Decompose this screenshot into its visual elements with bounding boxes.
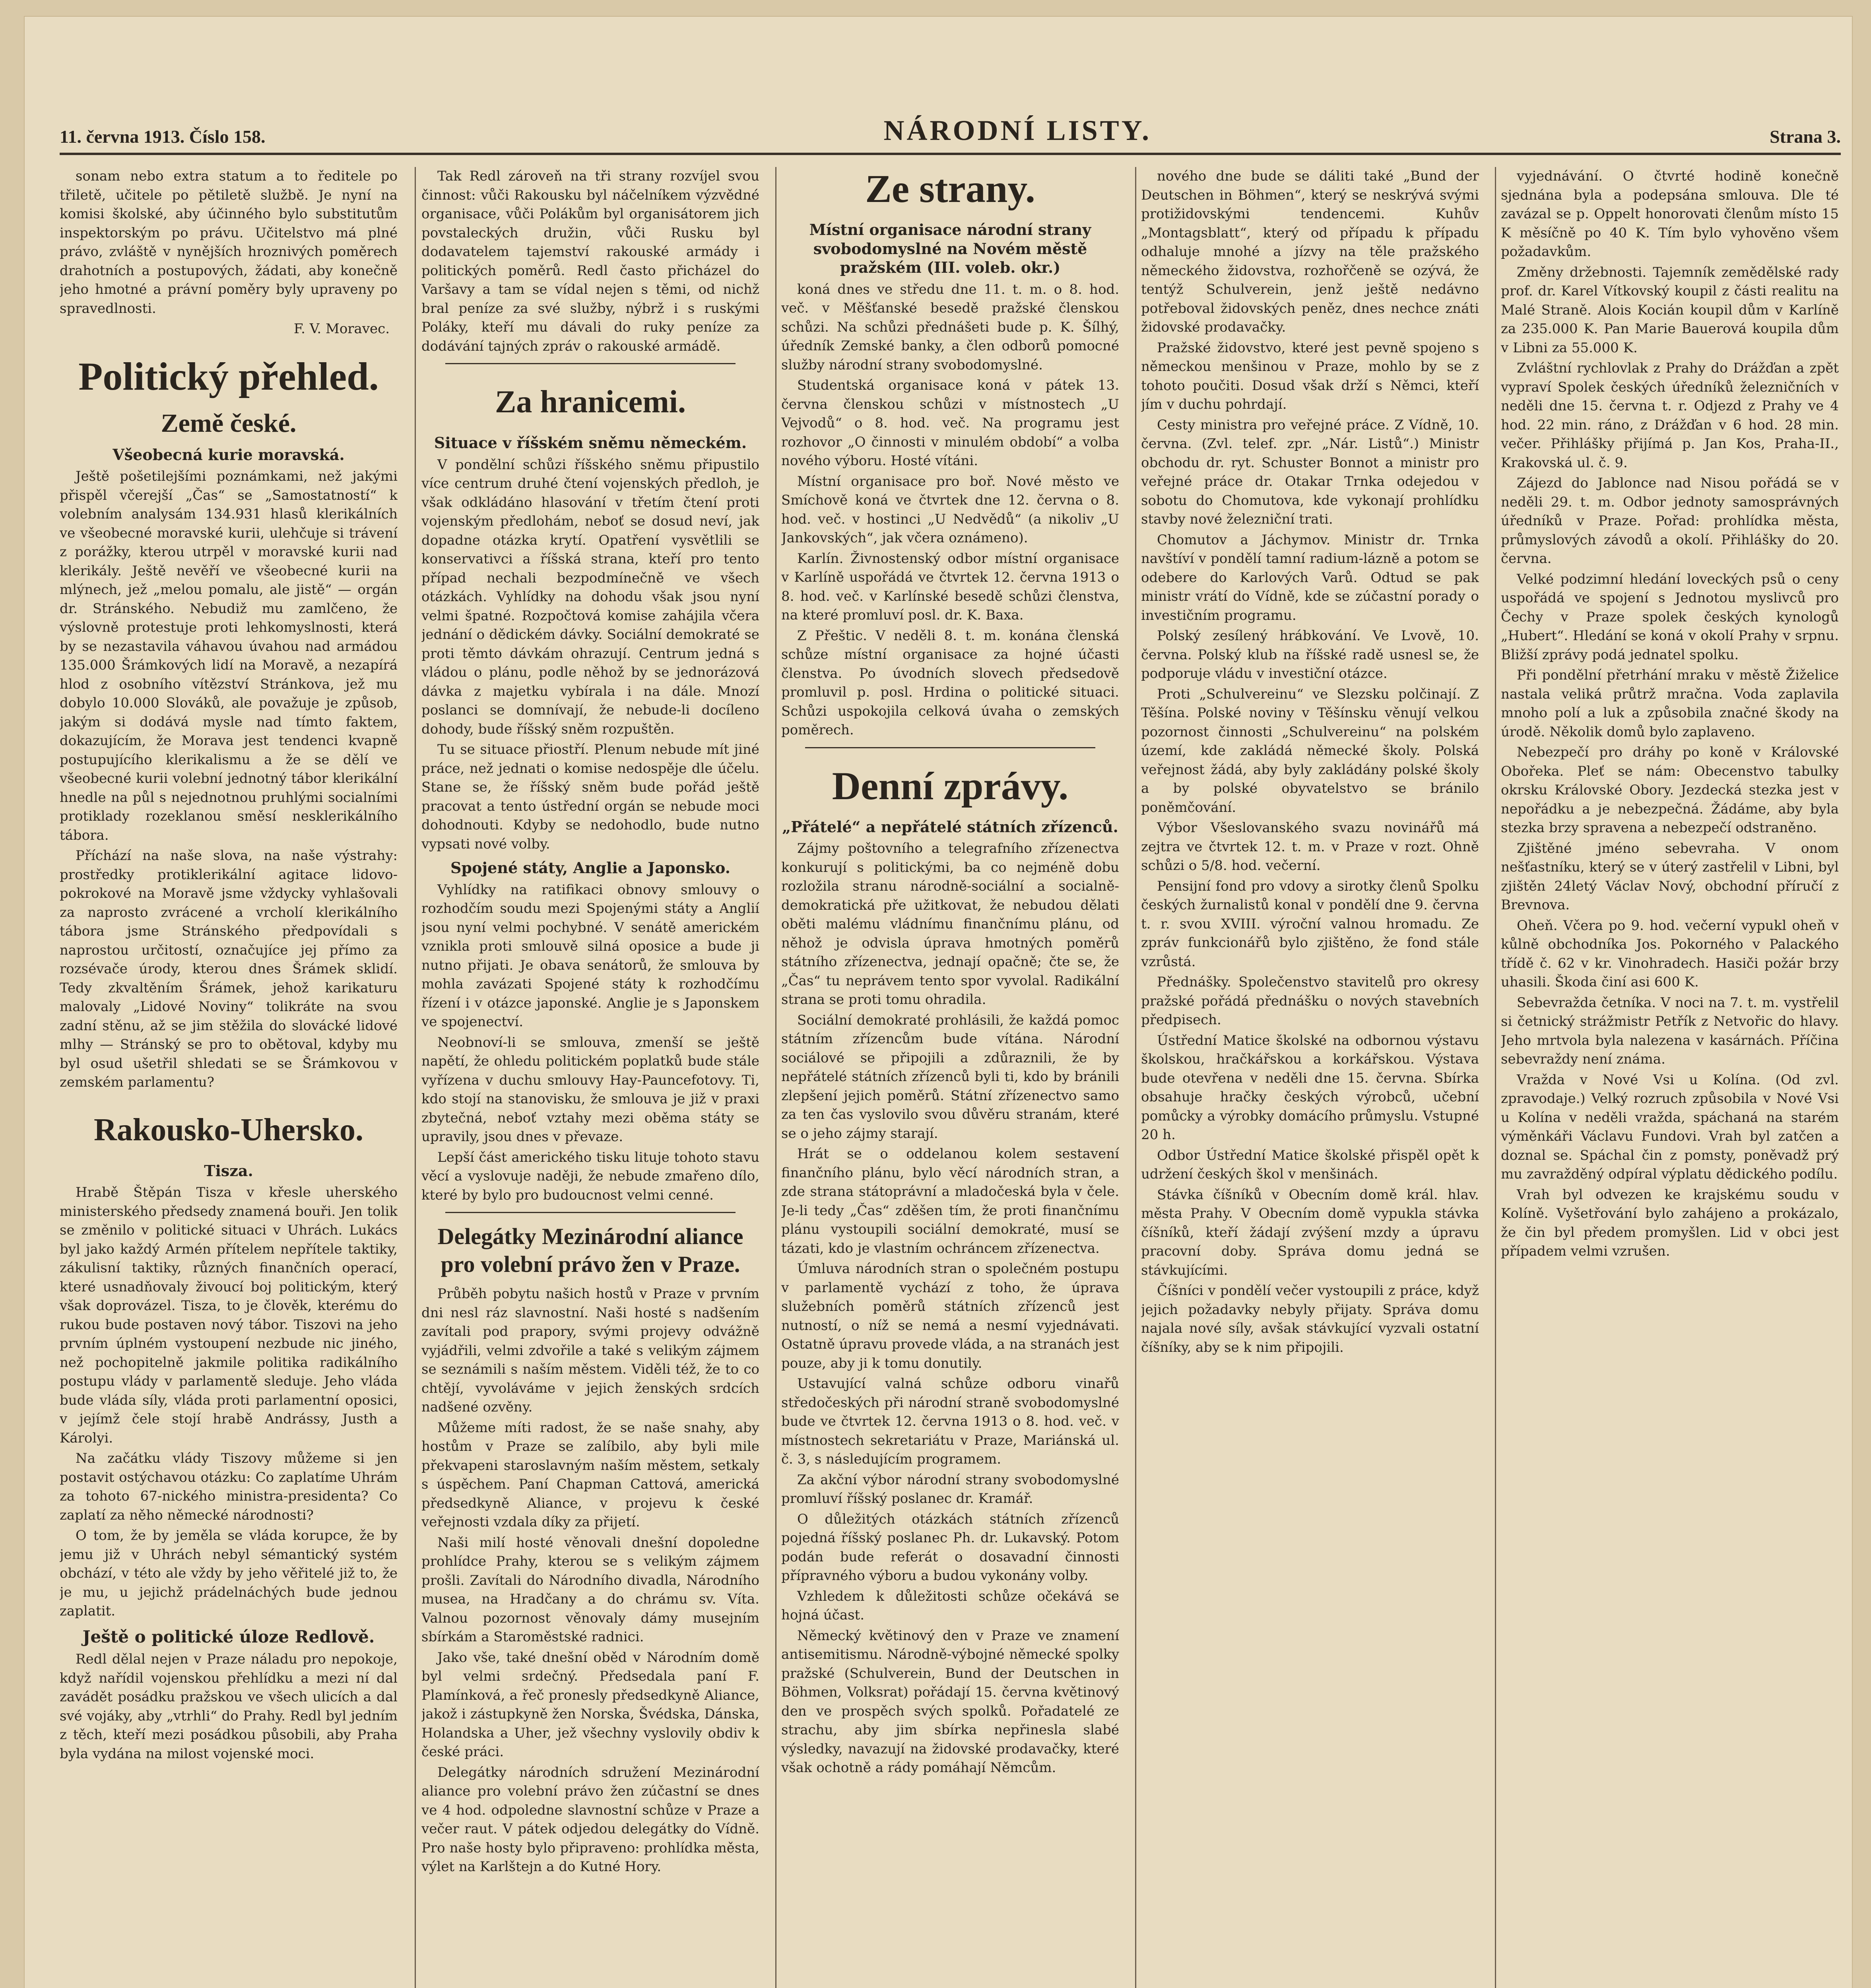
author-signature: F. V. Moravec. (293, 321, 390, 337)
masthead-title: NÁRODNÍ LISTY. (883, 115, 1152, 146)
article-text: vyjednávání. O čtvrté hodině konečně sjednána byla a podepsána smlouva. Dle té zavázal se p. Oppelt honorovati členům místo 15 K měsíčně po 40 K. Tím bylo vyhověno všem požadavkům. (1501, 168, 1839, 260)
article-text: sonam nebo extra statum a to ředitele po třiletě, učitele po pětiletě službě. Je nyní na komisi školské, aby účinného bylo substitutům inspektorským po právu. Učitelstvo má plné právo, zvláště v nynějších hroznivých poměrech drahotních a postupových, žádati, aby konečně jeho hmotné a právní poměry byly upraveny po spravedlnosti. (60, 168, 398, 316)
article-text: Z Přeštic. V neděli 8. t. m. konána členská schůze místní organisace za hojné účasti členstva. Po úvodních slovech předsedově promluvil p. posl. Hrdina o politické situaci. Schůzi uspokojila celková úvaha o zemských poměrech. (781, 627, 1119, 738)
article-heading: „Přátelé“ a nepřátelé státních zřízenců. (782, 817, 1118, 836)
article-text: Zjištěné jméno sebevraha. V onom nešťastníku, který se v úterý zastřelil v Libni, byl zjištěn 24letý Václav Nový, obchodní příručí z Brevnova. (1501, 840, 1839, 913)
article-text: Chomutov a Jáchymov. Ministr dr. Trnka navštíví v pondělí tamní radium-lázně a potom se odebere do Karlových Varů. Odtud se pak ministr vrátí do Vídně, kde se zúčastní porady o investičním programu. (1141, 532, 1479, 623)
column-3 (781, 167, 1119, 1988)
article-text: nového dne bude se dáliti také „Bund der Deutschen in Böhmen“, který se neskrývá svými protižidovskými tendencemi. Kuhův „Montagsblatt“, který od případu k případu odhaluje mnohé a jízvy na těle pražského německého židovstva, rozhořčeně se ozývá, že tentýž Schulverein, jenž ještě nedávno potřeboval židovských peněz, dnes nechce znáti židovské prodavačky. (1141, 168, 1479, 335)
article-text: Oheň. Včera po 9. hod. večerní vypukl oheň v kůlně obchodníka Jos. Pokorného v Palackého třídě č. 62 v kr. Vinohradech. Hasiči požár brzy uhasili. Škoda činí asi 600 K. (1501, 917, 1839, 990)
article-text: O důležitých otázkách státních zřízenců pojedná říšský poslanec Ph. dr. Lukavský. Potom podán bude referát o dosavadní činnosti přípravného výboru a budou vykonány volby. (781, 1511, 1119, 1584)
article-text: Karlín. Živnostenský odbor místní organisace v Karlíně uspořádá ve čtvrtek 12. června 1913 o 8. hod. več. v Karlínské besedě schůzi členstva, na které promluví posl. dr. K. Baxa. (781, 550, 1119, 623)
separator (445, 1212, 736, 1213)
article-heading: Všeobecná kurie moravská. (113, 445, 345, 464)
column-1 (60, 167, 398, 1988)
article-text: Změny držebnosti. Tajemník zemědělské rady prof. dr. Karel Vítkovský koupil z části realitu na Malé Straně. Alois Kocián koupil dům v Karlíně za 235.000 K. Pan Marie Bauerová koupila dům v Libni za 55.000 K. (1501, 264, 1839, 356)
subsection-heading: Země české. (161, 408, 297, 438)
article-text: koná dnes ve středu dne 11. t. m. o 8. hod. več. v Měšťanské besedě pražské členskou schůzi. Na schůzi přednášeti bude p. K. Šílhý, úředník Zemské banky, a člen odborů pomocné služby národní strany svobodomyslné. (781, 281, 1119, 373)
column-rule (1135, 167, 1136, 1988)
article-text: Úmluva národních stran o společném postupu v parlamentě vychází z toho, že úprava služebních poměrů státních zřízenců jest nutností, o níž se nemá a nesmí vyjednávati. Ostatně úpravu provede vláda, a na stranách jest pouze, aby ji k tomu donutily. (781, 1261, 1119, 1371)
article-text: Při pondělní přetrhání mraku v městě Žiželice nastala veliká průtrž mračna. Voda zaplavila mnoho polí a luk a způsobila značné škody na úrodě. Několik domů bylo zaplaveno. (1501, 667, 1839, 740)
article-text: Proti „Schulvereinu“ ve Slezsku polčinají. Z Těšína. Polské noviny v Těšínsku věnují velkou pozornost činnosti „Schulvereinu“ na polském území, kde zakládá německé školy. Polská veřejnost žádá, aby byly zakládány polské školy a by polské obyvatelstvo se bránilo poněmčování. (1141, 686, 1479, 815)
article-text: Hrabě Štěpán Tisza v křesle uherského ministerského předsedy znamená bouři. Jen tolik se změnilo v politické situaci v Uhrách. Lukács byl jako každý Armén přítelem nepřítele taktiky, zákulisní taktiky, různých finančních operací, které usnadňovaly živoucí boj politickým, který však doprovázel. Tisza, to je člověk, kterému do rukou bude postaven nový tábor. Tiszovi na jeho prvním úplném vystoupení nezbude nic jiného, než pochopitelně jakmile politika radikálního postupu vlády v parlamentě sleduje. Jeho vláda bude vláda síly, vláda proti parlamentní oposici, v jejímž čele stojí hrabě Andrássy, Justh a Károlyi. (60, 1184, 398, 1446)
column-2 (421, 167, 759, 1988)
section-heading: Rakousko-Uhersko. (94, 1112, 363, 1147)
article-text: Místní organisace pro boř. Nové město ve Smíchově koná ve čtvrtek dne 12. června o 8. hod. več. v hostinci „U Nedvědů“ (a nikoliv „U Jankovských“, jak včera oznámeno). (781, 473, 1119, 546)
article-text: Lepší část amerického tisku lituje tohoto stavu věcí a vyslovuje naději, že nebude zmařeno dílo, které by bylo pro budoucnost velmi cenné. (421, 1149, 759, 1203)
columns (60, 167, 1841, 1988)
article-text: Odbor Ústřední Matice školské přispěl opět k udržení českých škol v menšinách. (1141, 1147, 1479, 1182)
article-text: Studentská organisace koná v pátek 13. června členskou schůzi v místnostech „U Vejvodů“ o 8. hod. več. Na programu jest rozhovor „O činnosti v minulém období“ a volba nového výboru. Hosté vítáni. (781, 377, 1119, 469)
section-heading: Za hranicemi. (495, 384, 686, 419)
column-4 (1141, 167, 1479, 1988)
running-head (60, 99, 1841, 155)
article-text: Průběh pobytu našich hostů v Praze v prvním dni nesl ráz slavnostní. Naši hosté s nadšením zavítali pod prapory, svými projevy odvážně vyjádřili, velmi zdvořile a také s velikým zájmem se seznámili s naším městem. Viděli též, že to co chtějí, vyvoláváme v jejich ženských srdcích nadšené ozvěny. (421, 1286, 759, 1415)
article-text: Neobnoví-li se smlouva, zmenší se ještě napětí, že ohledu politickém poplatků bude stále vyřízena v duchu smlouvy Hay-Pauncefotovy. Ti, kdo stojí na stanovisku, že smlouva je již v praxi zbytečná, neboť vztahy mezi oběma státy se upravily, jsou dnes v převaze. (421, 1034, 759, 1145)
article-text: Zvláštní rychlovlak z Prahy do Drážďan a zpět vypraví Spolek českých úředníků železničních v neděli dne 15. června t. r. Odjezd z Prahy ve 4 hod. 22 min. ráno, z Drážďan v 6 hod. 28 min. večer. Přihlášky přijímá p. Jan Kos, Praha-II., Krakovská ul. č. 9. (1501, 360, 1839, 471)
article-text: V pondělní schůzi říšského sněmu připustilo více centrum druhé čtení vojenských předloh, je však odkládáno hlasování v třetím čtení proti vojenským předlohám, neboť se dosud neví, jak dopadne otázka krytí. Opatření vysvětlili se konservativci a říšská strana, kteří pro tento případ nechali bezpodmínečně ve všech otázkách. Vyhlídky na dohodu však jsou nyní velmi špatné. Rozpočtová komise zahájila včera jednání o dědickém dávky. Sociální demokraté se proti těmto dávkám ohrazují. Centrum jedná s vládou o plánu, podle něhož by se jednorázová dávka z majetku vybírala i na dále. Mnozí poslanci se domnívají, že nebude-li docíleno dohody, bude říšský sněm rozpuštěn. (421, 456, 759, 737)
article-text: Ústřední Matice školské na odbornou výstavu školskou, hračkářskou a korkářskou. Výstava bude otevřena v neděli dne 15. června. Sbírka obsahuje hračky českých výrobců, učební pomůcky a výrobky domácího průmyslu. Vstupné 20 h. (1141, 1032, 1479, 1143)
newspaper-page (24, 16, 1853, 1988)
article-text: Velké podzimní hledání loveckých psů o ceny uspořádá ve spojení s Jednotou myslivců pro Čechy v Praze spolek českých kynologů „Hubert“. Hledání se koná v okolí Prahy v srpnu. Bližší zprávy podá jednatel spolku. (1501, 571, 1839, 663)
article-heading: Situace v říšském sněmu německém. (434, 434, 747, 452)
article-text: Hrát se o oddelanou kolem sestavení finančního plánu, bylo věcí národních stran, a zde strana státoprávní a mladočeská byla v čele. Je-li tedy „Čas“ zděšen tím, že proti finančnímu plánu vystoupili sociální demokraté, musí se tázati, kdo je vlastním ochráncem zřízenectva. (781, 1146, 1119, 1256)
article-text: Ustavující valná schůze odboru vinařů středočeských při národní straně svobodomyslné bude ve čtvrtek 12. června 1913 o 8. hod. več. v místnostech sekretariátu v Praze, Mariánská ul. č. 3, s následujícím programem. (781, 1376, 1119, 1467)
section-heading: Ze strany. (865, 167, 1035, 211)
article-text: Německý květinový den v Praze ve znamení antisemitismu. Národně-výbojné německé spolky pražské (Schulverein, Bund der Deutschen in Böhmen, Volksrat) pořádají 15. června květinový den ve prospěch svých spolků. Pořadatelé ze strachu, aby jim sbírka nepřinesla slabé výsledky, navazují na židovské prodavačky, které však ochotně a rády pomáhají Němcům. (781, 1627, 1119, 1776)
issue-date: 11. června 1913. Číslo 158. (60, 126, 266, 147)
article-text: Příchází na naše slova, na naše výstrahy: prostředky protiklerikální agitace lidovo-pokrokové na Moravě jsme vždycky vyhlašovali za naprosto zvrácené a vrcholí klerikálního tábora jsme Stránského předpovídali s naprostou určitostí, označujíce jej přímo za rozsévače úrody, kterou dnes Šrámek sklidí. Tedy zkvaltěním Šrámek, jehož karikaturu malovaly „Lidové Noviny“ tolikráte na svou zadní stěnu, až se jim stěžila do slovácké lidové mlhy — Stránský se pro to obětoval, kdyby mu byl osud ušetřil shledati se se Šrámkovou v zemském parlamentu? (60, 848, 398, 1090)
article-text: Cesty ministra pro veřejné práce. Z Vídně, 10. června. (Zvl. telef. zpr. „Nár. Listů“.) Ministr obchodu dr. ryt. Schuster Bonnot a ministr pro veřejné práce dr. Otakar Trnka odejedou v sobotu do Chomutova, kde vykonají prohlídku stavby nové železniční trati. (1141, 417, 1479, 527)
article-text: Stávka číšníků v Obecním domě král. hlav. města Prahy. V Obecním domě vypukla stávka číšníků, kteří žádají zvýšení mzdy a úpravu pracovní doby. Správa domu jedná se stávkujícími. (1141, 1186, 1479, 1278)
article-text: Výbor Všeslovanského svazu novinářů má zejtra ve čtvrtek 12. t. m. v Praze v rozt. Ohně schůzi o 5/8. hod. večerní. (1141, 820, 1479, 874)
article-text: Polský zesílený hrábkování. Ve Lvově, 10. června. Polský klub na říšské radě usnesl se, že podporuje vládu v investiční otázce. (1141, 628, 1479, 681)
article-heading: Delegátky Mezinárodní aliance pro volební právo žen v Praze. (437, 1223, 743, 1277)
article-text: Pražské židovstvo, které jest pevně spojeno s německou menšinou v Praze, mohlo by se z tohoto poučiti. Dosud však drží s Němci, kteří jím v duchu pohrdají. (1141, 340, 1479, 412)
article-text: Vrah byl odvezen ke krajskému soudu v Kolíně. Vyšetřování bylo zahájeno a prokázalo, že čin byl předem promyšlen. Lid v obci jest případem velmi vzrušen. (1501, 1186, 1839, 1259)
article-text: Sebevražda četníka. V noci na 7. t. m. vystřelil si četnický strážmistr Petřík z Netvořic do hlavy. Jeho mrtvola byla nalezena v kasárnách. Příčina sebevraždy není známa. (1501, 994, 1839, 1067)
article-heading: Ještě o politické úloze Redlově. (82, 1627, 375, 1646)
column-5 (1501, 167, 1839, 1988)
article-heading: Tisza. (204, 1161, 253, 1180)
separator (805, 747, 1095, 748)
article-text: Ještě pošetilejšími poznámkami, než jakými přispěl včerejší „Čas“ se „Samostatností“ k volebním analysám 134.931 hlasů klerikálních ve všeobecné moravské kurii, ulehčuje si trávení z porážky, kterou utrpěl v moravské kurii nad klerikály. Ještě nevěří ve všeobecné kurii na mlýnech, jež „melou pomalu, ale jistě“ — orgán dr. Stránského. Nebudiž mu zamlčeno, že výslovně protestuje proti lehkomyslnosti, která by se nezastavila váhavou úvahou nad armádou 135.000 Šrámkových lidí na Moravě, a nezapírá hlod z osobního vítězství Stránkova, jež mu dobylo 10.000 Slováků, ale považuje je způsob, jakým si dodává mysle nad tímto faktem, dokazujícím, že Morava jest tendenci kvapně postupujícího klerikalismu a že se dělí ve všeobecné kurii volební jednotný tábor klerikální hnedle na půl s nejednotnou pruhlými socialními protiklady rozeklanou směsí nesklerikálního tábora. (60, 468, 398, 843)
article-text: Pensijní fond pro vdovy a sirotky členů Spolku českých žurnalistů konal v pondělí dne 9. června t. r. svou XVIII. výroční valnou hromadu. Ze zpráv funkcionářů bylo zjištěno, že fond stále vzrůstá. (1141, 878, 1479, 970)
column-rule (775, 167, 776, 1988)
article-heading: Spojené státy, Anglie a Japonsko. (450, 859, 730, 877)
section-heading: Denní zprávy. (832, 763, 1069, 808)
article-text: Na začátku vlády Tiszovy můžeme si jen postavit ostýchavou otázku: Co zaplatíme Uhrám za tohoto 67-nického ministra-presidenta? Co zaplatí za něho německé národnosti? (60, 1450, 398, 1523)
article-text: Přednášky. Společenstvo stavitelů pro okresy pražské pořádá přednášku o nových stavebních předpisech. (1141, 974, 1479, 1028)
article-text: Zájmy poštovního a telegrafního zřízenectva konkurují s politickými, ba co nejméně dobu rozložila stranu národně-sociální a socialně-demokratická pře užitkovat, že nebudou dělati oběti malému vládnímu finančnímu plánu, od něhož je odvisla úprava hmotných poměrů státního zřízenectva, jednají opačně; čte se, že „Čas“ tu neprávem tento spor vyvolal. Radikální strana se proti tomu ohradila. (781, 841, 1119, 1008)
article-heading: Místní organisace národní strany svobodomyslné na Novém městě pražském (III. voleb. okr.) (809, 221, 1091, 276)
section-heading: Politický přehled. (78, 354, 379, 398)
article-text: Za akční výbor národní strany svobodomyslné promluví říšský poslanec dr. Kramář. (781, 1472, 1119, 1507)
article-text: Nebezpečí pro dráhy po koně v Královské Obořeka. Pleť se nám: Obecenstvo tabulky okrsku Královské Obory. Jezdecká stezka jest v nepořádku a je nebezpečná. Žádáme, aby byla stezka brzy spravena a nebezpečí odstraněno. (1501, 744, 1839, 836)
article-text: Jako vše, také dnešní oběd v Národním domě byl velmi srdečný. Předsedala paní F. Plamínková, a řeč pronesly předsedkyně Aliance, jakož i zástupkyně žen Norska, Švédska, Dánska, Holandska a Uher, jež všechny vyslovily obdiv k české práci. (421, 1649, 759, 1760)
article-text: O tom, že by jeměla se vláda korupce, že by jemu již v Uhrách nebyl sémantický systém obchází, v této ale vždy by jeho věřitelé již to, že je mu, u jejichž prádelnáchých bude jednou zaplatit. (60, 1528, 398, 1619)
article-text: Můžeme míti radost, že se naše snahy, aby hostům v Praze se zalíbilo, aby byli mile překvapeni staroslavným naším městem, setkaly s úspěchem. Paní Chapman Cattová, americká předsedkyně Aliance, v projevu k české veřejnosti vzdala díky za přijetí. (421, 1419, 759, 1530)
article-text: Tak Redl zároveň na tři strany rozvíjel svou činnost: vůči Rakousku byl náčelníkem výzvědné organisace, vůči Polákům byl organisátorem jich povstaleckých družin, vůči Rusku byl dodavatelem tajemství rakouské armády i politických poměrů. Redl často přicházel do Varšavy a tam se vídal nejen s těmi, od nichž bral peníze za své služby, nýbrž i s ruskými Poláky, kteří mu dávali do ruky peníze za dodávání tajných zpráv o rakouské armádě. (421, 168, 759, 354)
separator (445, 363, 736, 364)
article-text: Naši milí hosté věnovali dnešní dopoledne prohlídce Prahy, kterou se s velikým zájmem prošli. Zavítali do Národního divadla, Národního musea, na Hradčany a do chrámu sv. Víta. Valnou pozornost věnovaly dámy musejním sbírkám a Staroměstské radnici. (421, 1534, 759, 1645)
article-text: Sociální demokraté prohlásili, že každá pomoc státním zřízencům bude vítána. Národní sociálové se připojili a zdůraznili, že by nepřátelé státních zřízenců byli ti, kdo by bránili zlepšení jejich poměrů. Státní zřízenectvo samo za ten čas vyslovilo svou důvěru stranám, které se o jeho zájmy starají. (781, 1012, 1119, 1142)
article-text: Vyhlídky na ratifikaci obnovy smlouvy o rozhodčím soudu mezi Spojenými státy a Anglií jsou nyní velmi pochybné. V senátě americkém vznikla proti smlouvě silná oposice a bude ji nutno přijati. Je obava senátorů, že smlouva by mohla zavázati Spojené státy k rozhodčímu řízení i v otázce japonské. Anglie je s Japonskem ve spojenectví. (421, 881, 759, 1030)
column-rule (415, 167, 416, 1988)
article-text: Číšníci v pondělí večer vystoupili z práce, když jejich požadavky nebyly přijaty. Správa domu najala nové síly, avšak stávkující vyzvali ostatní číšníky, aby se k nim připojili. (1141, 1283, 1479, 1355)
article-text: Redl dělal nejen v Praze náladu pro nepokoje, když nařídil vojenskou přehlídku a mezi ní dal zavádět posádku pražskou ve všech ulicích a dal své vojáky, aby „vtrhli“ do Prahy. Redl byl jedním z těch, kteří mezi posádkou působili, aby Praha byla vydána na milost vojenské moci. (60, 1651, 398, 1762)
column-rule (1495, 167, 1496, 1988)
article-text: Zájezd do Jablonce nad Nisou pořádá se v neděli 29. t. m. Odbor jednoty samosprávných úředníků v Praze. Pořad: prohlídka města, průmyslových závodů a okolí. Přihlášky do 20. června. (1501, 475, 1839, 567)
page-number: Strana 3. (1770, 126, 1841, 147)
article-text: Vražda v Nové Vsi u Kolína. (Od zvl. zpravodaje.) Velký rozruch způsobila v Nové Vsi u Kolína v neděli vražda, spáchaná na starém výměnkáři Václavu Fundovi. Vrah byl zatčen a doznal se. Spáchal čin z pomsty, poněvadž prý mu zavražděný odpíral výplatu dědického podílu. (1501, 1072, 1839, 1182)
article-text: Tu se situace přiostří. Plenum nebude mít jiné práce, než jednati o komise nedospěje dle účelu. Stane se, že říšský sněm bude pořád ještě pracovat a tento ústřední orgán se nebude moci dohodnouti. Kdyby se nedohodlo, bude nutno vypsati nové volby. (421, 742, 759, 852)
article-text: Vzhledem k důležitosti schůze očekává se hojná účast. (781, 1588, 1119, 1623)
article-text: Delegátky národních sdružení Mezinárodní aliance pro volební právo žen zúčastní se dnes ve 4 hod. odpoledne slavnostní schůze v Praze a večer raut. V pátek odjedou delegátky do Vídně. Pro naše hosty bylo připraveno: prohlídka města, výlet na Karlštejn a do Kutné Hory. (421, 1764, 759, 1875)
